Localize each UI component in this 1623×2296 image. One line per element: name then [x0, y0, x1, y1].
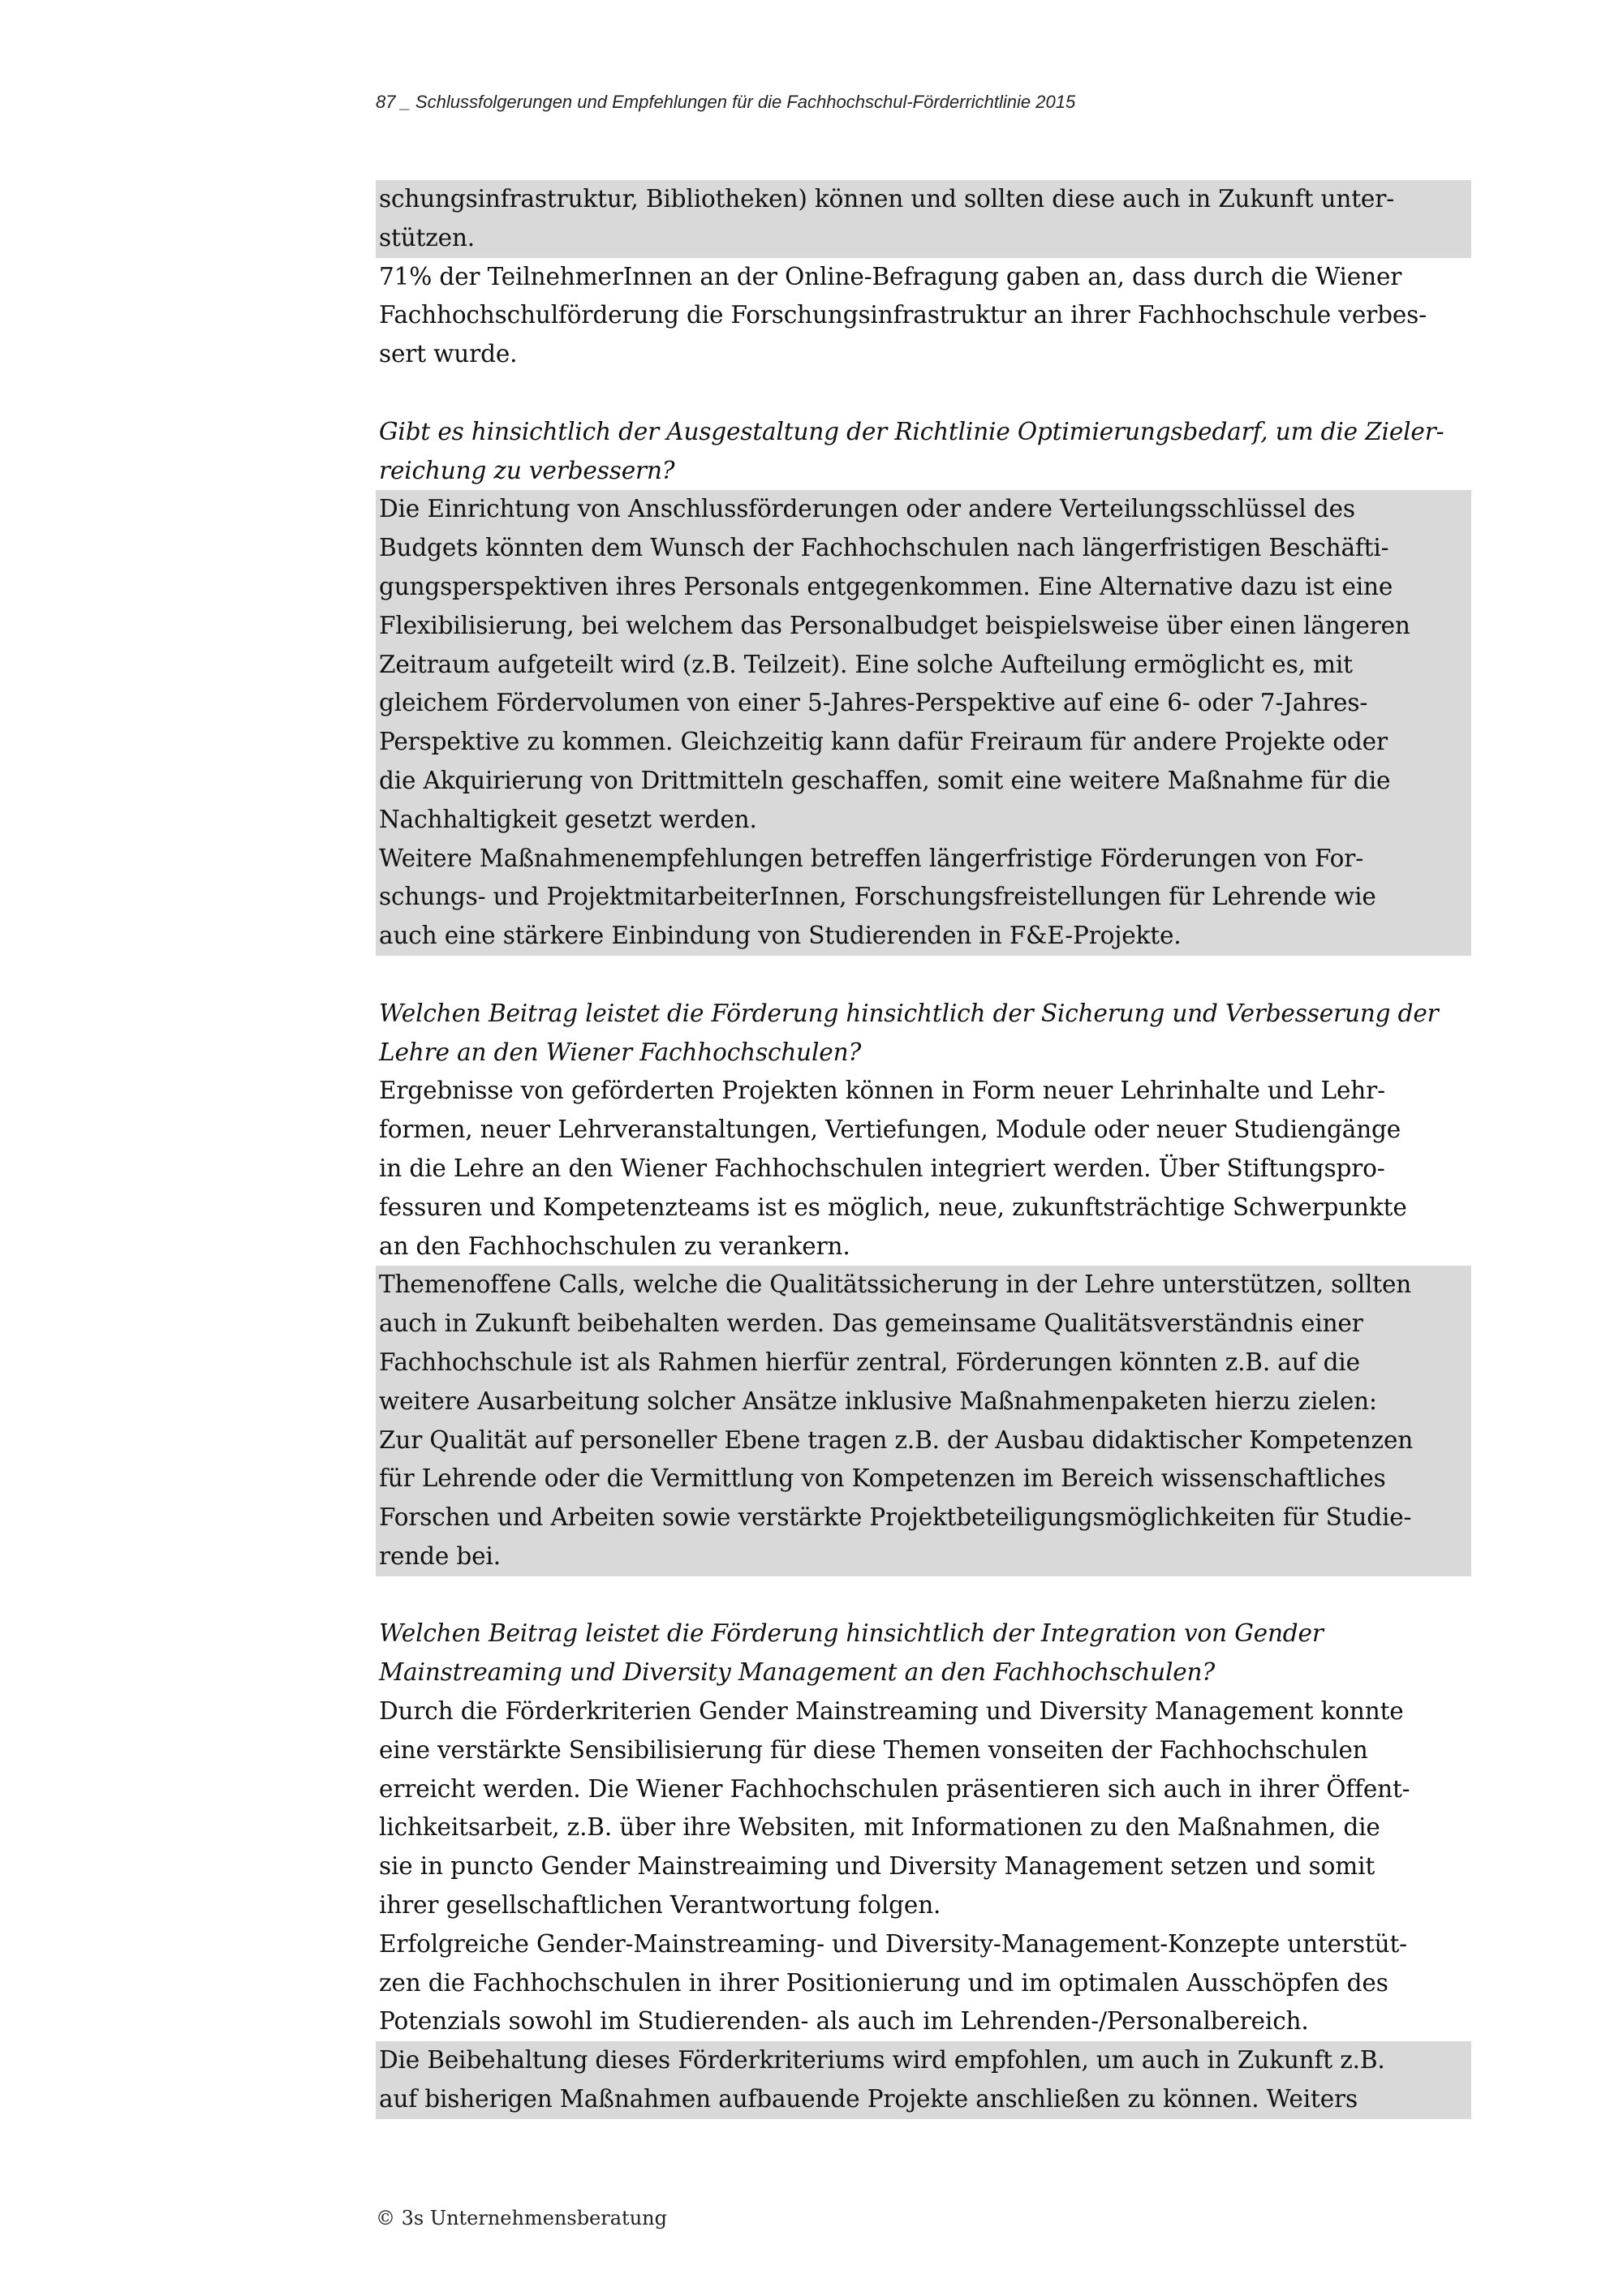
paragraph	[376, 1072, 1471, 1266]
text-line: lichkeitsarbeit, z.B. über ihre Websiten, mit Informationen zu den Maßnahmen, die	[379, 1813, 1380, 1842]
text-line: an den Fachhochschulen zu verankern.	[379, 1232, 850, 1260]
page-footer: © 3s Unternehmensberatung	[376, 2207, 667, 2229]
paragraph-shaded	[376, 2041, 1471, 2119]
text-line: Weitere Maßnahmenempfehlungen betreffen längerfristige Förderungen von For-	[379, 844, 1364, 872]
text-line: Budgets könnten dem Wunsch der Fachhochschulen nach längerfristigen Beschäfti-	[379, 534, 1389, 562]
text-line: Flexibilisierung, bei welchem das Personalbudget beispielsweise über einen längeren	[379, 611, 1410, 639]
text-line: Durch die Förderkriterien Gender Mainstreaming und Diversity Management konnte	[379, 1697, 1404, 1726]
text-line: Potenzials sowohl im Studierenden- als auch im Lehrenden-/Personalbereich.	[379, 2007, 1309, 2036]
document-body	[376, 180, 1471, 2119]
page-header: 87 _ Schlussfolgerungen und Empfehlungen für die Fachhochschul-Förderrichtlinie 2015	[376, 92, 1076, 112]
text-line: die Akquirierung von Drittmitteln geschaffen, somit eine weitere Maßnahme für die	[379, 766, 1391, 794]
text-line: Zeitraum aufgeteilt wird (z.B. Teilzeit). Eine solche Aufteilung ermöglicht es, mit	[379, 650, 1353, 678]
text-line: Themenoffene Calls, welche die Qualitätssicherung in der Lehre unterstützen, sollten	[379, 1271, 1412, 1299]
text-line: sie in puncto Gender Mainstreaiming und Diversity Management setzen und somit	[379, 1852, 1375, 1881]
text-line: Welchen Beitrag leistet die Förderung hinsichtlich der Sicherung und Verbesserung der	[379, 999, 1439, 1027]
text-line: stützen.	[379, 223, 476, 252]
paragraph	[376, 258, 1471, 374]
text-line: erreicht werden. Die Wiener Fachhochschulen präsentieren sich auch in ihrer Öffent-	[379, 1774, 1410, 1803]
text-line: schungs- und ProjektmitarbeiterInnen, Forschungsfreistellungen für Lehrende wie	[379, 883, 1376, 911]
text-line: Mainstreaming und Diversity Management an den Fachhochschulen?	[379, 1658, 1216, 1687]
text-line: formen, neuer Lehrveranstaltungen, Vertiefungen, Module oder neuer Studiengänge	[379, 1116, 1401, 1144]
text-line: Perspektive zu kommen. Gleichzeitig kann dafür Freiraum für andere Projekte oder	[379, 728, 1388, 756]
text-line: für Lehrende oder die Vermittlung von Kompetenzen im Bereich wissenschaftliches	[379, 1464, 1386, 1493]
text-line: Fachhochschulförderung die Forschungsinfrastruktur an ihrer Fachhochschule verbes-	[379, 301, 1427, 329]
text-line: Fachhochschule ist als Rahmen hierfür zentral, Förderungen könnten z.B. auf die	[379, 1348, 1360, 1376]
text-line: auch in Zukunft beibehalten werden. Das gemeinsame Qualitätsverständnis einer	[379, 1309, 1363, 1338]
paragraph-shaded	[376, 490, 1471, 956]
paragraph-shaded	[376, 1266, 1471, 1576]
question-heading	[376, 413, 1471, 491]
question-heading	[376, 995, 1471, 1073]
text-line: reichung zu verbessern?	[379, 456, 675, 484]
paragraph	[376, 1692, 1471, 2041]
text-line: Ergebnisse von geförderten Projekten können in Form neuer Lehrinhalte und Lehr-	[379, 1077, 1385, 1105]
text-line: zen die Fachhochschulen in ihrer Positionierung und im optimalen Ausschöpfen des	[379, 1968, 1388, 1997]
text-line: Gibt es hinsichtlich der Ausgestaltung der Richtlinie Optimierungsbedarf, um die Zieler-	[379, 417, 1444, 445]
text-line: Welchen Beitrag leistet die Förderung hinsichtlich der Integration von Gender	[379, 1619, 1324, 1648]
text-line: weitere Ausarbeitung solcher Ansätze inklusive Maßnahmenpaketen hierzu zielen:	[379, 1387, 1377, 1415]
text-line: Die Beibehaltung dieses Förderkriteriums wird empfohlen, um auch in Zukunft z.B.	[379, 2046, 1385, 2075]
text-line: rende bei.	[379, 1541, 501, 1570]
text-line: Erfolgreiche Gender-Mainstreaming- und Diversity-Management-Konzepte unterstüt-	[379, 1929, 1407, 1958]
text-line: auf bisherigen Maßnahmen aufbauende Projekte anschließen zu können. Weiters	[379, 2085, 1358, 2113]
text-line: Die Einrichtung von Anschlussförderungen oder andere Verteilungsschlüssel des	[379, 495, 1355, 523]
question-heading	[376, 1615, 1471, 1692]
text-line: schungsinfrastruktur, Bibliotheken) können und sollten diese auch in Zukunft unter-	[379, 185, 1395, 213]
text-line: auch eine stärkere Einbindung von Studierenden in F&E-Projekte.	[379, 922, 1182, 950]
text-line: Forschen und Arbeiten sowie verstärkte Projektbeteiligungsmöglichkeiten für Studie-	[379, 1503, 1412, 1532]
text-line: ihrer gesellschaftlichen Verantwortung folgen.	[379, 1891, 941, 1920]
text-line: gleichem Fördervolumen von einer 5-Jahres-Perspektive auf eine 6- oder 7-Jahres-	[379, 689, 1368, 717]
text-line: in die Lehre an den Wiener Fachhochschulen integriert werden. Über Stiftungspro-	[379, 1154, 1385, 1182]
text-line: Nachhaltigkeit gesetzt werden.	[379, 805, 757, 833]
text-line: Zur Qualität auf personeller Ebene tragen z.B. der Ausbau didaktischer Kompetenzen	[379, 1425, 1414, 1454]
paragraph-shaded	[376, 180, 1471, 258]
text-line: eine verstärkte Sensibilisierung für diese Themen vonseiten der Fachhochschulen	[379, 1735, 1368, 1764]
text-line: 71% der TeilnehmerInnen an der Online-Befragung gaben an, dass durch die Wiener	[379, 262, 1402, 290]
text-line: Lehre an den Wiener Fachhochschulen?	[379, 1038, 862, 1066]
text-line: gungsperspektiven ihres Personals entgegenkommen. Eine Alternative dazu ist eine	[379, 572, 1393, 600]
text-line: fessuren und Kompetenzteams ist es möglich, neue, zukunftsträchtige Schwerpunkte	[379, 1193, 1407, 1221]
text-line: sert wurde.	[379, 340, 518, 368]
